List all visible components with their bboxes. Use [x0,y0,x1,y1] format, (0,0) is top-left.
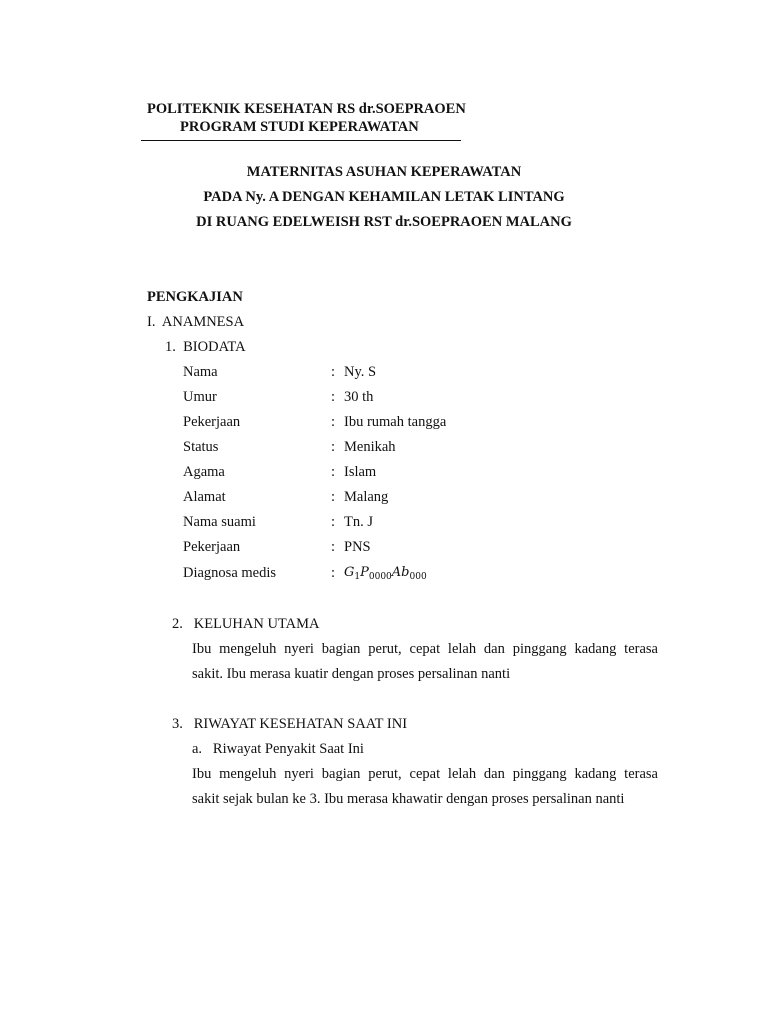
field-colon: : [331,514,336,530]
title-line-2: PADA Ny. A DENGAN KEHAMILAN LETAK LINTANG [203,189,565,205]
field-value: 30 th [344,389,374,405]
field-value: Islam [344,464,377,480]
field-label: Diagnosa medis [183,565,277,581]
field-value: Tn. J [344,514,373,530]
field-colon: : [331,364,336,380]
field-label: Nama suami [183,514,256,530]
section-heading: PENGKAJIAN [147,289,243,305]
riwayat-text-line-2: sakit sejak bulan ke 3. Ibu merasa khawatir dengan proses persalinan nanti [192,791,625,807]
diagnosa-formula: $G_1P_{0000}Ab_{000}$ [344,565,427,582]
field-colon: : [331,565,336,581]
title-line-1: MATERNITAS ASUHAN KEPERAWATAN [246,164,522,180]
field-value: Menikah [344,439,396,455]
keluhan-text-line-1: Ibu mengeluh nyeri bagian perut, cepat lelah dan pinggang kadang terasa [192,641,658,657]
riwayat-heading: 3. RIWAYAT KESEHATAN SAAT INI [172,716,408,732]
field-label: Agama [183,464,225,480]
keluhan-text-line-2: sakit. Ibu merasa kuatir dengan proses persalinan nanti [192,666,511,682]
biodata-heading: 1. BIODATA [165,339,246,355]
program-name: PROGRAM STUDI KEPERAWATAN [180,119,419,135]
field-colon: : [331,489,336,505]
field-label: Umur [183,389,217,405]
field-label: Nama [183,364,218,380]
field-label: Pekerjaan [183,414,241,430]
field-label: Status [183,439,219,455]
riwayat-text-line-1: Ibu mengeluh nyeri bagian perut, cepat lelah dan pinggang kadang terasa [192,766,658,782]
part-anamnesa: I. ANAMNESA [147,314,245,330]
institution-name: POLITEKNIK KESEHATAN RS dr.SOEPRAOEN [147,101,466,117]
header-divider [141,140,461,141]
keluhan-heading: 2. KELUHAN UTAMA [172,616,320,632]
field-value: Ny. S [344,364,377,380]
field-colon: : [331,389,336,405]
field-colon: : [331,539,336,555]
title-line-3: DI RUANG EDELWEISH RST dr.SOEPRAOEN MALANG [196,214,572,230]
field-value: Ibu rumah tangga [344,414,447,430]
field-colon: : [331,414,336,430]
field-colon: : [331,439,336,455]
field-label: Pekerjaan [183,539,241,555]
field-colon: : [331,464,336,480]
field-label: Alamat [183,489,226,505]
riwayat-subheading: a. Riwayat Penyakit Saat Ini [192,741,364,757]
field-value: Malang [344,489,389,505]
field-value: PNS [344,539,371,555]
